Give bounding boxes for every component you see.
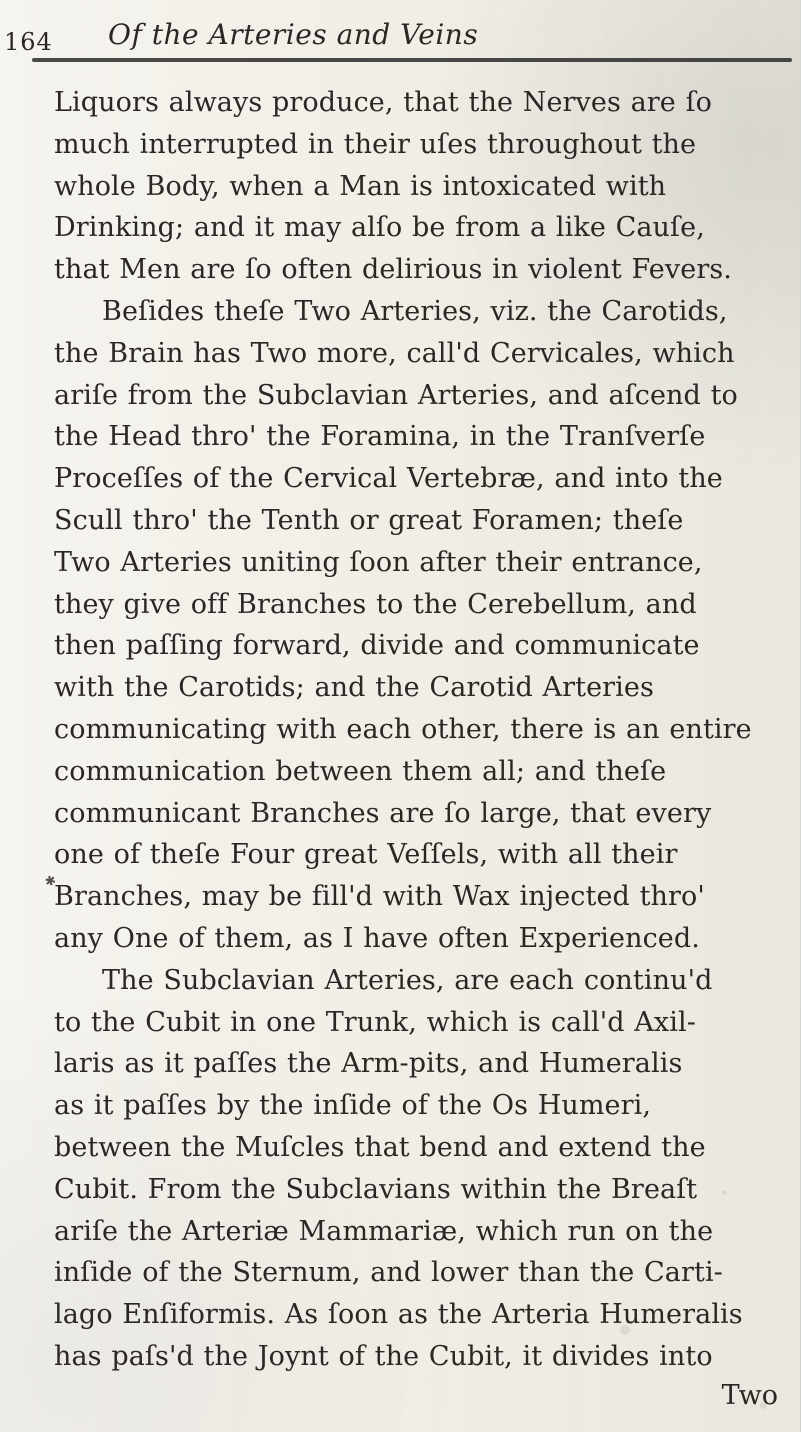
text-line: they give off Branches to the Cerebellum, and bbox=[54, 588, 697, 620]
catchword: Two bbox=[721, 1380, 778, 1411]
body-text bbox=[54, 82, 784, 1378]
text-line: Liquors always produce, that the Nerves are ſo bbox=[54, 87, 713, 118]
text-line: Scull thro' the Tenth or great Foramen; theſe bbox=[54, 504, 684, 536]
text-line: The Subclavian Arteries, are each continu'd bbox=[102, 964, 713, 996]
paper-spot bbox=[760, 1402, 767, 1409]
text-line: Two Arteries uniting ſoon after their entrance, bbox=[54, 546, 703, 578]
text-line: any One of them, as I have often Experienced. bbox=[54, 922, 700, 954]
text-line: communicant Branches are ſo large, that every bbox=[54, 797, 712, 829]
running-head: Of the Arteries and Veins bbox=[108, 18, 479, 51]
text-line: laris as it paſſes the Arm-pits, and Humeralis bbox=[54, 1048, 683, 1080]
text-line: between the Muſcles that bend and extend the bbox=[54, 1131, 706, 1163]
page-number: 164 bbox=[4, 28, 53, 56]
paper-spot bbox=[722, 1190, 727, 1195]
text-line: ariſe from the Subclavian Arteries, and aſcend to bbox=[54, 379, 738, 411]
text-line: much interrupted in their uſes throughout the bbox=[54, 128, 697, 160]
text-line: lago Enſiformis. As ſoon as the Arteria Humeralis bbox=[54, 1299, 743, 1331]
text-line: communicating with each other, there is an entire bbox=[54, 713, 752, 745]
text-line: ariſe the Arteriæ Mammariæ, which run on the bbox=[54, 1215, 714, 1247]
text-line: communication between them all; and theſe bbox=[54, 755, 667, 787]
text-line: one of theſe Four great Veſſels, with all their bbox=[54, 839, 678, 871]
text-line: then paſſing forward, divide and communicate bbox=[54, 630, 700, 662]
text-line: that Men are ſo often delirious in violent Fevers. bbox=[54, 254, 732, 286]
text-line: Drinking; and it may alſo be from a like Cauſe, bbox=[54, 212, 705, 244]
paper-spot bbox=[620, 1325, 630, 1335]
text-line: Branches, may be fill'd with Wax injected thro' bbox=[54, 881, 705, 913]
text-line: Beſides theſe Two Arteries, viz. the Carotids, bbox=[102, 295, 728, 327]
text-line: the Head thro' the Foramina, in the Tranſverſe bbox=[54, 421, 706, 453]
text-line: with the Carotids; and the Carotid Arteries bbox=[54, 672, 654, 704]
text-line: inſide of the Sternum, and lower than the Carti- bbox=[54, 1257, 723, 1289]
text-line: the Brain has Two more, call'd Cervicales, which bbox=[54, 337, 735, 369]
text-line: Cubit. From the Subclavians within the Breaſt bbox=[54, 1173, 698, 1205]
text-line: to the Cubit in one Trunk, which is call'd Axil- bbox=[54, 1006, 696, 1038]
text-line: as it paſſes by the inſide of the Os Humeri, bbox=[54, 1090, 652, 1122]
text-line: has paſs'd the Joynt of the Cubit, it divides into bbox=[54, 1340, 713, 1372]
margin-marker: ✱ bbox=[40, 872, 59, 891]
header-rule bbox=[32, 58, 792, 62]
text-line: whole Body, when a Man is intoxicated with bbox=[54, 170, 667, 202]
text-line: Proceſſes of the Cervical Vertebræ, and into the bbox=[54, 463, 723, 495]
